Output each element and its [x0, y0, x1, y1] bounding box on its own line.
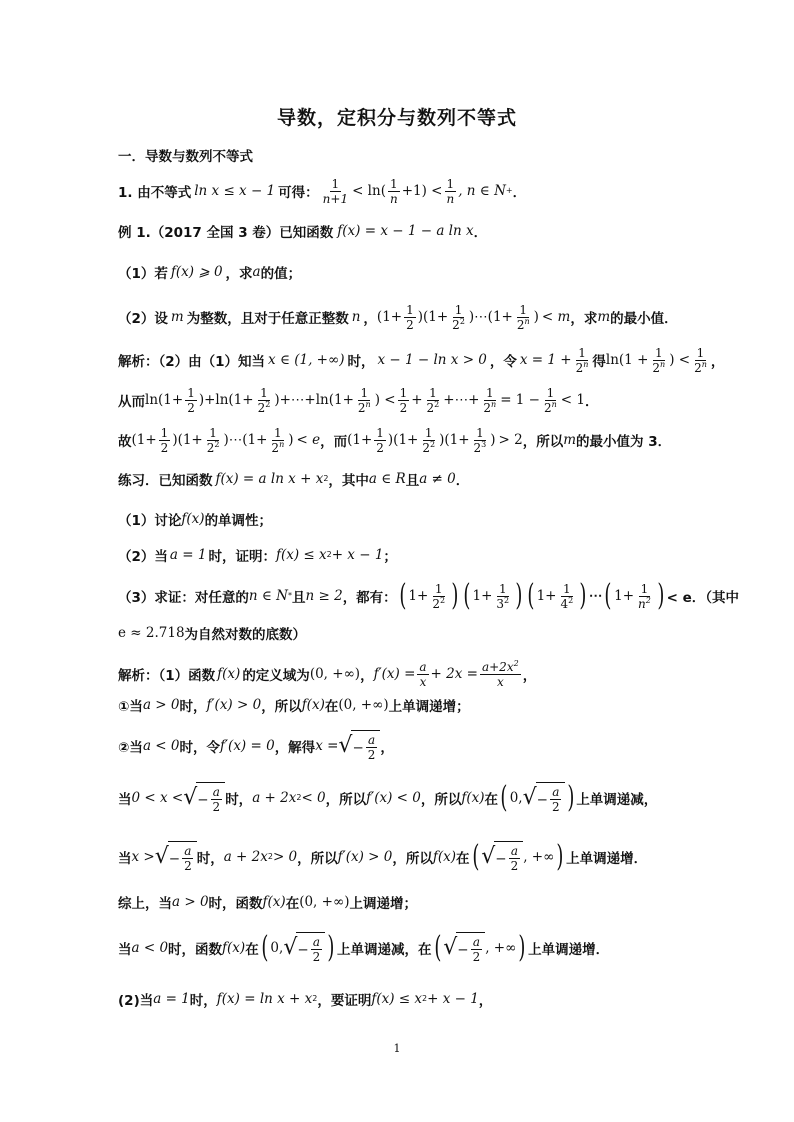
- example-1-q2: （2）设 m 为整数，且对于任意正整数 n ， (1+ $\frac{1}{2}$ )(1+ $\frac{1}{2^2}$ )⋯(1+ $\frac{1}{2^n}$ ) < m ，求 m 的最小值．: [118, 302, 678, 332]
- summary-line-2: 当 a < 0 时，函数 f(x) 在 ( 0, √ − $\frac{a}{2}$ ) 上单调递减，在 ( √ − $\frac{a}{2}$ , +∞ ) 上单调递增．: [118, 930, 610, 965]
- square-root: √ − $\frac{a}{2}$: [338, 730, 380, 762]
- practice-q2: （2）当 a = 1 时，证明： f(x) ≤ x 2 + x − 1 ；: [118, 547, 397, 565]
- item-1: 1. 由不等式 ln x ≤ x − 1 可得： $\frac{1}{n+1}$ < ln( $\frac{1}{n}$ +1) < $\frac{1}{n}$ , n ∈ N + ．: [118, 176, 527, 206]
- solution-1-line-1: 解析：（2）由（1）知当 x ∈ (1, +∞) 时， x − 1 − ln x > 0 ，令 x = 1 + $\frac{1}{2^n}$ 得 ln(1 + $\frac{1}{2^n}$ ) < $\frac{1}{2^n}$ ，: [118, 345, 725, 375]
- case-1: ①当 a > 0 时， f′(x) > 0 ，所以 f(x) 在 (0, +∞) 上单调递增；: [118, 697, 470, 715]
- section-heading-text: 一．导数与数列不等式: [118, 149, 253, 165]
- practice-q3: （3）求证：对任意的 n ∈ N * 且 n ≥ 2 ，都有： ( 1+ $\frac{1}{2^2}$ ) ( 1+ $\frac{1}{3^2}$ ) ( 1+ $\frac{1}{4^2}$ ) ⋯ ( 1+ $\frac{1}{n^2}$ ) < e．（其中: [118, 578, 740, 613]
- page-title: 导数，定积分与数列不等式: [276, 107, 517, 129]
- practice-q1: （1）讨论 f(x) 的单调性；: [118, 511, 273, 529]
- summary-line-1: 综上，当 a > 0 时，函数 f(x) 在 (0, +∞) 上调递增；: [118, 894, 417, 912]
- fraction: $\frac{1}{n}$: [389, 176, 398, 206]
- fraction: $\frac{1}{n}$: [446, 176, 455, 206]
- example-1-q1: （1）若 f(x) ⩾ 0 ，求 a 的值；: [118, 264, 302, 282]
- page-number: 1: [393, 1042, 401, 1055]
- case-2: ②当 a < 0 时，令 f′(x) = 0 ，解得 x = √ − $\frac{a}{2}$ ，: [118, 726, 394, 766]
- practice-solution-2: (2)当 a = 1 时， f(x) = ln x + x 2 ，要证明 f(x) ≤ x 2 + x − 1 ，: [118, 991, 493, 1009]
- section-heading: [118, 140, 253, 170]
- example-1: 例 1.（2017 全国 3 卷）已知函数 f(x) = x − 1 − a ln x ．: [118, 223, 488, 241]
- solution-1-line-3: 故 (1+ $\frac{1}{2}$ )(1+ $\frac{1}{2^2}$ )⋯(1+ $\frac{1}{2^n}$ ) < e ，而 (1+ $\frac{1}{2}$ )(1+ $\frac{1}{2^2}$ )(1+ $\frac{1}{2^3}$ ) > 2 ，所以 m 的最小值为 3．: [118, 425, 672, 455]
- case-2b: 当 x > √ − $\frac{a}{2}$ 时， a + 2x 2 > 0 ，所以 f′(x) > 0 ，所以 f(x) 在 ( √ − $\frac{a}{2}$ , +∞ ) 上单调递增．: [118, 839, 648, 874]
- solution-1-line-2: 从而 ln(1+ $\frac{1}{2}$ )+ln(1+ $\frac{1}{2^2}$ )+⋯+ln(1+ $\frac{1}{2^n}$ ) < $\frac{1}{2}$ + $\frac{1}{2^2}$ +⋯+ $\frac{1}{2^n}$ = 1 − $\frac{1}{2^n}$ < 1 ．: [118, 385, 599, 415]
- practice-solution-1: 解析：（1）函数 f(x) 的定义域为 (0, +∞) ， f′(x) = $\frac{a}{x}$ + 2x = $\frac{a+2x^2}{x}$ ，: [118, 658, 537, 689]
- practice-q3-continued: e ≈ 2.718 为自然对数的底数）: [118, 625, 307, 643]
- fraction: $\frac{1}{n+1}$: [322, 176, 349, 206]
- practice-problem: 练习．已知函数 f(x) = a ln x + x 2 ，其中 a ∈ R 且 a ≠ 0 ．: [118, 471, 470, 489]
- case-2a: 当 0 < x < √ − $\frac{a}{2}$ 时， a + 2x 2 < 0 ，所以 f′(x) < 0 ，所以 f(x) 在 ( 0, √ − $\frac{a}{2}$ ) 上单调递减，: [118, 780, 658, 815]
